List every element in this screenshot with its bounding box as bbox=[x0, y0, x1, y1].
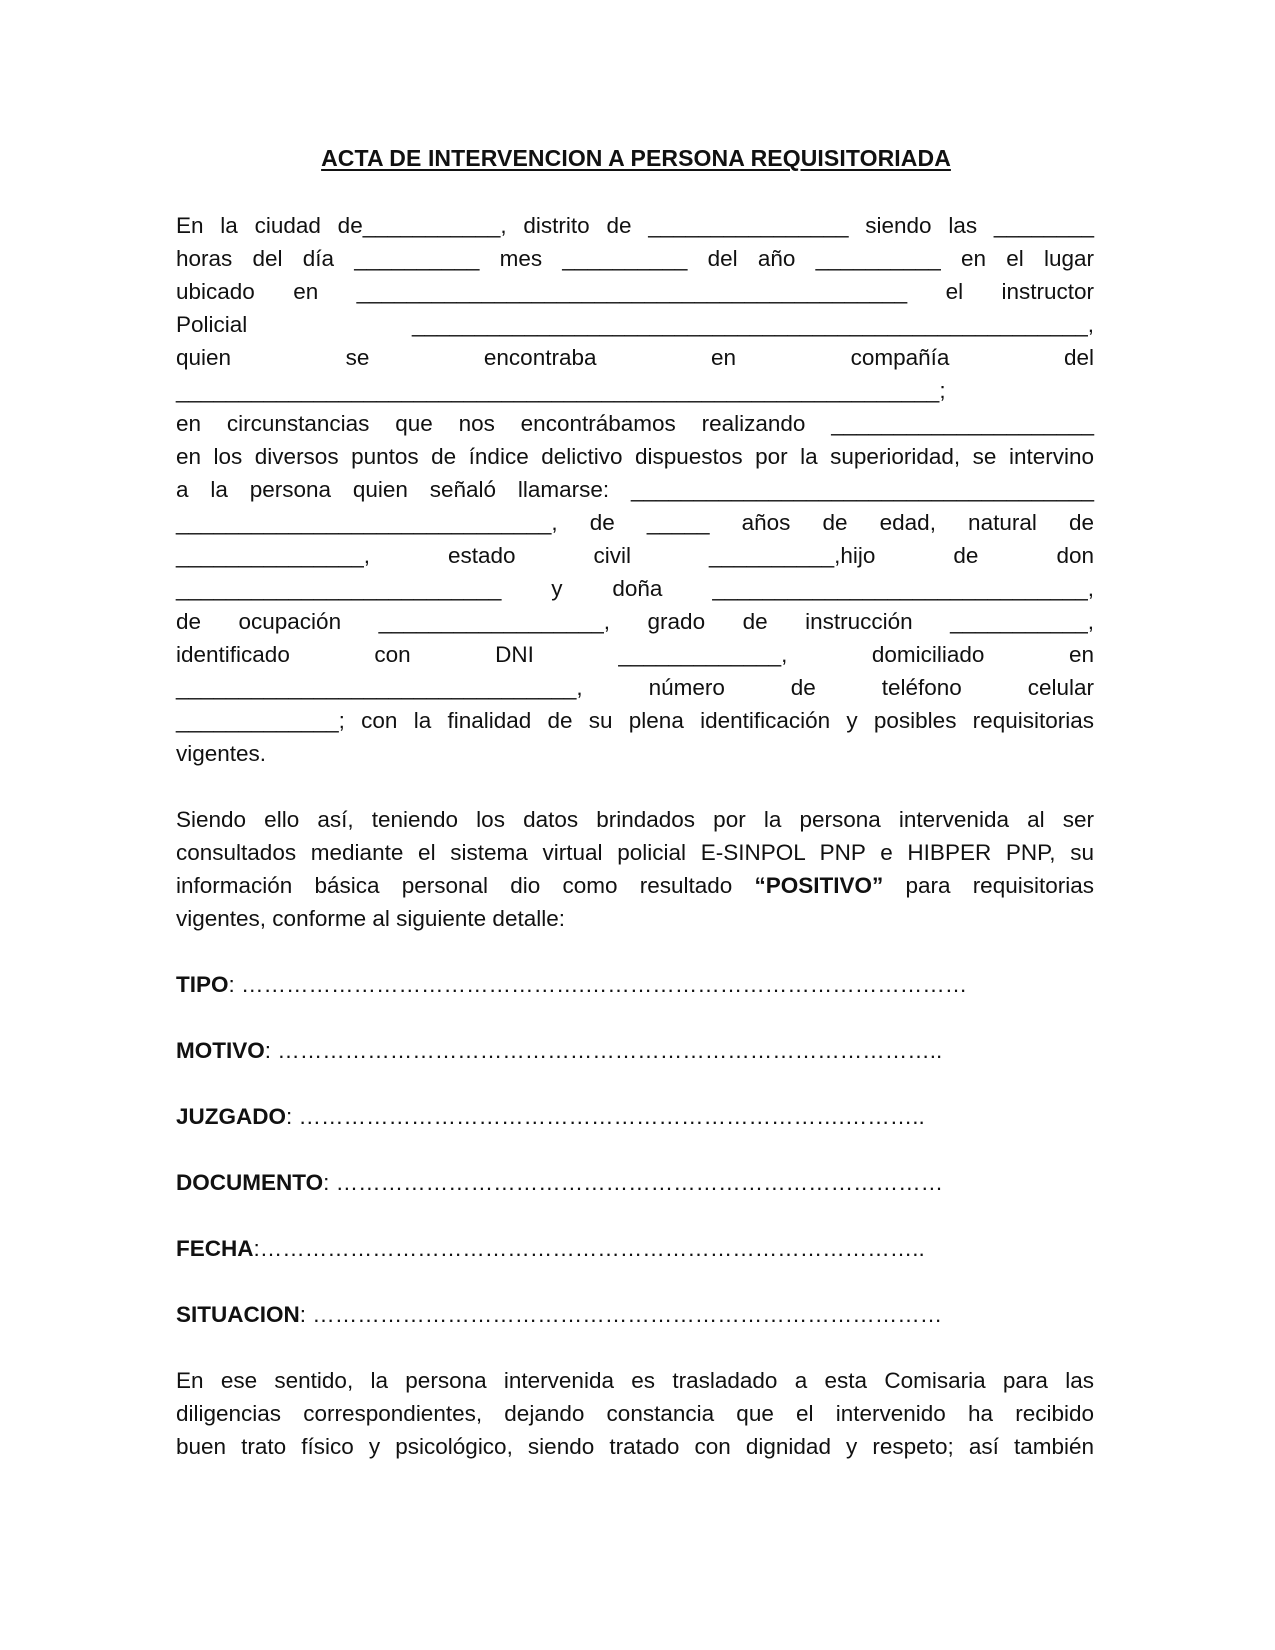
field-dots: : ………………………………………………………………………… bbox=[299, 1302, 943, 1327]
paragraph-line: Policial ______________________________________________________, bbox=[176, 312, 1094, 337]
paragraph-line: ________________________________, número de teléfono celular bbox=[176, 675, 1094, 700]
paragraph-line: Siendo ello así, teniendo los datos brindados por la persona intervenida al ser bbox=[176, 807, 1094, 832]
result-positive: “POSITIVO” bbox=[754, 873, 884, 898]
field-label: TIPO bbox=[176, 972, 229, 997]
field-motivo bbox=[176, 1034, 1094, 1067]
field-dots: : ……………………………………………………………………… bbox=[323, 1170, 944, 1195]
field-label: FECHA bbox=[176, 1236, 254, 1261]
paragraph-line: quien se encontraba en compañía del bbox=[176, 345, 1094, 370]
paragraph-line: En ese sentido, la persona intervenida es trasladado a esta Comisaria para las bbox=[176, 1368, 1094, 1393]
field-documento bbox=[176, 1166, 1094, 1199]
field-dots: : ……………………………………….…………………………………………… bbox=[228, 972, 968, 997]
paragraph-line: __________________________ y doña ______________________________, bbox=[176, 576, 1094, 601]
result-text-before: información básica personal dio como resultado bbox=[176, 873, 755, 898]
paragraph-line: en los diversos puntos de índice delictivo dispuestos por la superioridad, se intervino bbox=[176, 444, 1094, 469]
field-fecha bbox=[176, 1232, 1094, 1265]
paragraph-line: a la persona quien señaló llamarse: _____________________________________ bbox=[176, 477, 1094, 502]
field-dots: :…………………………………………………………………………….. bbox=[253, 1236, 925, 1261]
page-title: ACTA DE INTERVENCION A PERSONA REQUISITORIADA bbox=[321, 145, 951, 171]
paragraph-line: diligencias correspondientes, dejando constancia que el intervenido ha recibido bbox=[176, 1401, 1094, 1426]
field-juzgado bbox=[176, 1100, 1094, 1133]
paragraph-line: vigentes. bbox=[176, 741, 267, 766]
paragraph-line: buen trato físico y psicológico, siendo tratado con dignidad y respeto; así también bbox=[176, 1434, 1094, 1459]
paragraph-line: en circunstancias que nos encontrábamos realizando _____________________ bbox=[176, 411, 1094, 436]
paragraph-line-result bbox=[176, 869, 1094, 902]
paragraph-line: ubicado en ____________________________________________ el instructor bbox=[176, 279, 1094, 304]
field-tipo bbox=[176, 968, 1094, 1001]
field-dots: : …………………………………………………………………………….. bbox=[264, 1038, 943, 1063]
field-label: MOTIVO bbox=[176, 1038, 265, 1063]
field-dots: : ……………………………………………………………….……….. bbox=[286, 1104, 925, 1129]
paragraph-line: _____________; con la finalidad de su plena identificación y posibles requisitorias bbox=[176, 708, 1094, 733]
paragraph-line: _______________, estado civil __________,hijo de don bbox=[176, 543, 1094, 568]
paragraph-line: _____________________________________________________________; bbox=[176, 378, 946, 403]
paragraph-line: horas del día __________ mes __________ del año __________ en el lugar bbox=[176, 246, 1094, 271]
field-situacion bbox=[176, 1298, 1094, 1331]
paragraph-line: En la ciudad de___________, distrito de ________________ siendo las ________ bbox=[176, 213, 1094, 238]
result-text-after: para requisitorias bbox=[883, 873, 1094, 898]
paragraph-line: ______________________________, de _____ años de edad, natural de bbox=[176, 510, 1094, 535]
field-label: SITUACION bbox=[176, 1302, 300, 1327]
field-label: DOCUMENTO bbox=[176, 1170, 324, 1195]
paragraph-line: identificado con DNI _____________, domiciliado en bbox=[176, 642, 1094, 667]
paragraph-line: vigentes, conforme al siguiente detalle: bbox=[176, 906, 565, 931]
paragraph-line: consultados mediante el sistema virtual policial E-SINPOL PNP e HIBPER PNP, su bbox=[176, 840, 1094, 865]
field-label: JUZGADO bbox=[176, 1104, 287, 1129]
paragraph-line: de ocupación __________________, grado de instrucción ___________, bbox=[176, 609, 1094, 634]
